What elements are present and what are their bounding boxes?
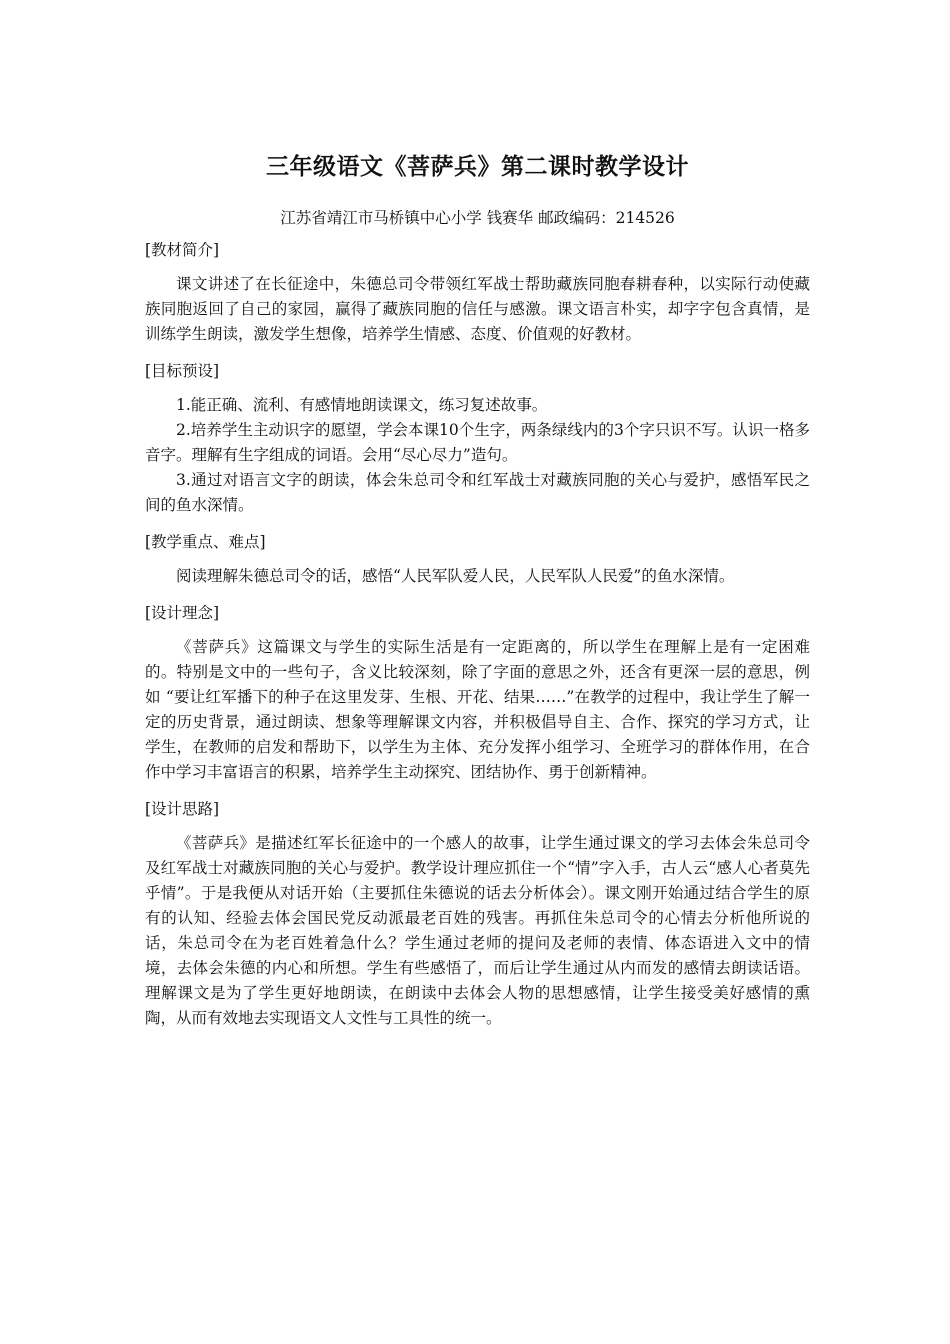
section-heading: [教材简介] bbox=[145, 241, 220, 259]
section-heading: [目标预设] bbox=[145, 362, 220, 380]
author-line: 江苏省靖江市马桥镇中心小学 钱赛华 邮政编码：214526 bbox=[280, 209, 675, 227]
section-paragraph: 课文讲述了在长征途中，朱德总司令带领红军战士帮助藏族同胞春耕春种，以实际行动使藏族同胞返回了自己的家园，赢得了藏族同胞的信任与感激。课文语言朴实，却字字包含真情，是训练学生朗读，激发学生想像，培养学生情感、态度、价值观的好教材。 bbox=[145, 275, 810, 343]
section-paragraph: 《菩萨兵》是描述红军长征途中的一个感人的故事，让学生通过课文的学习去体会朱总司令及红军战士对藏族同胞的关心与爱护。教学设计理应抓住一个“情”字入手，古人云“感人心者莫先乎情”。于是我便从对话开始（主要抓住朱德说的话去分析体会）。课文刚开始通过结合学生的原有的认知、经验去体会国民党反动派最老百姓的残害。再抓住朱总司令的心情去分析他所说的话，朱总司令在为老百姓着急什么？学生通过老师的提问及老师的表情、体态语进入文中的情境，去体会朱德的内心和所想。学生有些感悟了，而后让学生通过从内而发的感情去朗读话语。理解课文是为了学生更好地朗读，在朗读中去体会人物的思想感情，让学生接受美好感情的熏陶，从而有效地去实现语文人文性与工具性的统一。 bbox=[145, 834, 810, 1027]
document-page bbox=[145, 150, 810, 1041]
section-textbook-intro bbox=[145, 236, 810, 347]
section-key-points bbox=[145, 528, 810, 589]
section-design-concept bbox=[145, 599, 810, 785]
page-title: 三年级语文《菩萨兵》第二课时教学设计 bbox=[266, 154, 689, 180]
section-heading: [教学重点、难点] bbox=[145, 533, 266, 551]
objective-item-2: 2.培养学生主动识字的愿望，学会本课10个生字，两条绿线内的3个字只识不写。认识一格多音字。理解有生字组成的词语。会用“尽心尽力”造句。 bbox=[145, 421, 810, 464]
objective-item-3: 3.通过对语言文字的朗读，体会朱总司令和红军战士对藏族同胞的关心与爱护，感悟军民之间的鱼水深情。 bbox=[145, 471, 810, 514]
section-heading: [设计思路] bbox=[145, 800, 220, 818]
section-paragraph: 阅读理解朱德总司令的话，感悟“人民军队爱人民，人民军队人民爱”的鱼水深情。 bbox=[176, 567, 735, 585]
section-heading: [设计理念] bbox=[145, 604, 220, 622]
section-objectives bbox=[145, 357, 810, 518]
objective-item-1: 1.能正确、流利、有感情地朗读课文，练习复述故事。 bbox=[176, 396, 548, 414]
section-design-approach bbox=[145, 795, 810, 1031]
section-paragraph: 《菩萨兵》这篇课文与学生的实际生活是有一定距离的，所以学生在理解上是有一定困难的。特别是文中的一些句子，含义比较深刻，除了字面的意思之外，还含有更深一层的意思，例如 “要让红军播下的种子在这里发芽、生根、开花、结果……”在教学的过程中，我让学生了解一定的历史背景，通过朗读、想象等理解课文内容，并积极倡导自主、合作、探究的学习方式，让学生，在教师的启发和帮助下，以学生为主体、充分发挥小组学习、全班学习的群体作用，在合作中学习丰富语言的积累，培养学生主动探究、团结协作、勇于创新精神。 bbox=[145, 638, 810, 781]
